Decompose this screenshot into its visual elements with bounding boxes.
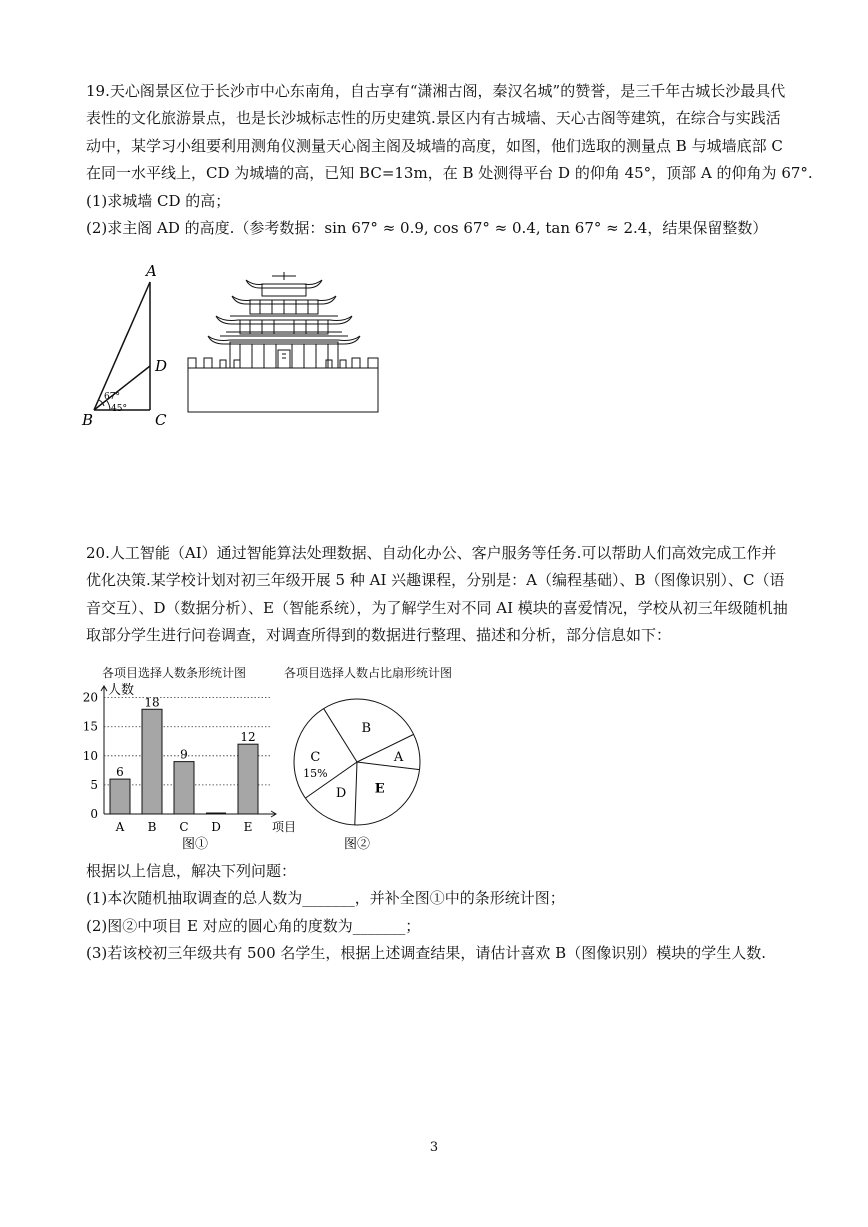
bar-value-label: 6 <box>116 765 124 780</box>
chart-caption: 图① <box>181 837 209 852</box>
bar-chart-title: 各项目选择人数条形统计图 <box>102 666 247 680</box>
y-axis-label: 人数 <box>108 683 135 698</box>
bar <box>142 709 162 814</box>
city-wall <box>188 368 378 412</box>
slice-label-d: D <box>335 786 347 802</box>
line-ba <box>94 282 150 410</box>
problem-19-line: 19.天心阁景区位于长沙市中心东南角，自古享有“潇湘古阁，秦汉名城”的赞誉，是三千年古城长沙最具代 <box>86 82 786 100</box>
label-c: C <box>155 411 167 429</box>
question-line: (2)图②中项目 E 对应的圆心角的度数为_______； <box>86 916 421 935</box>
y-tick-label: 20 <box>82 690 98 705</box>
ground-floor <box>230 342 338 368</box>
page-number: 3 <box>429 1140 439 1155</box>
problem-19-line: 在同一水平线上，CD 为城墙的高，已知 BC=13m，在 B 处测得平台 D 的仰角 45°，顶部 A 的仰角为 67°. <box>86 164 813 183</box>
top-floor <box>262 284 306 296</box>
x-tick-label: D <box>211 820 221 834</box>
x-tick-label: E <box>243 820 253 834</box>
slice-label-e: E <box>374 781 385 797</box>
x-tick-label: C <box>179 820 189 834</box>
bar-value-label: 9 <box>180 747 188 762</box>
top-roof <box>246 280 322 288</box>
bar-value-label: 12 <box>240 730 256 745</box>
problem-19-line: 表性的文化旅游景点，也是长沙城标志性的历史建筑.景区内有古城墙、天心古阁等建筑，在综合与实践活 <box>86 109 781 128</box>
slice-label-c: C <box>310 750 321 766</box>
problem-20-line: 取部分学生进行问卷调查，对调查所得到的数据进行整理、描述和分析，部分信息如下： <box>86 626 672 645</box>
main-door <box>278 350 290 368</box>
bar <box>238 744 258 814</box>
x-axis-label: 项目 <box>272 820 297 834</box>
problem-19-line: (1)求城墙 CD 的高； <box>86 191 231 210</box>
question-line: (3)若该校初三年级共有 500 名学生，根据上述调查结果，请估计喜欢 B（图像识别）模块的学生人数. <box>86 944 766 963</box>
y-tick-label: 15 <box>82 719 98 734</box>
y-tick-label: 0 <box>90 807 98 821</box>
question-line: 根据以上信息，解决下列问题： <box>86 862 297 880</box>
y-tick-label: 5 <box>90 777 98 792</box>
problem-20-line: 音交互）、D（数据分析）、E（智能系统），为了解学生对不同 AI 模块的喜爱情况，学校从初三年级随机抽 <box>86 598 788 617</box>
bar <box>174 762 194 814</box>
middle-roof <box>216 316 352 324</box>
x-tick-label: A <box>115 820 125 834</box>
problem-19-line: 动中，某学习小组要利用测角仪测量天心阁主阁及城墙的高度，如图，他们选取的测量点 B 与城墙底部 C <box>86 136 783 155</box>
problem-19-text <box>86 78 813 242</box>
label-b: B <box>82 411 94 429</box>
upper-pillars <box>260 300 308 314</box>
pie-chart <box>292 684 432 854</box>
chart-caption: 图② <box>343 837 371 852</box>
x-tick-label: B <box>147 820 157 834</box>
label-d: D <box>155 357 168 375</box>
ground-pillars <box>240 344 328 368</box>
triangle-figure <box>80 262 180 432</box>
angle-label-45: 45° <box>111 404 127 414</box>
problem-20-line: 20.人工智能（AI）通过智能算法处理数据、自动化办公、客户服务等任务.可以帮助人们高效完成工作并 <box>86 544 777 562</box>
problem-19-line: (2)求主阁 AD 的高度.（参考数据：sin 67° ≈ 0.9, cos 67° ≈ 0.4, tan 67° ≈ 2.4，结果保留整数） <box>86 219 768 238</box>
label-a: A <box>146 262 157 280</box>
lower-roof <box>208 336 360 344</box>
percent-label-c: 15% <box>303 767 328 781</box>
question-line: (1)本次随机抽取调查的总人数为_______，并补全图①中的条形统计图； <box>86 889 565 908</box>
bar-value-label: 18 <box>144 695 160 710</box>
problem-20-line: 优化决策.某学校计划对初三年级开展 5 种 AI 兴趣课程，分别是：A（编程基础）、B（图像识别）、C（语 <box>86 571 785 590</box>
problem-20-questions <box>86 858 786 968</box>
slice-label-a: A <box>393 750 404 766</box>
angle-arc-45 <box>107 401 110 410</box>
bar <box>110 779 130 814</box>
angle-label-67: 67° <box>104 392 120 402</box>
wall-crenellations-outer <box>188 358 378 368</box>
wall-crenellations-inner <box>220 360 346 368</box>
bar-chart <box>70 680 300 856</box>
problem-20-text <box>86 540 786 650</box>
slice-label-b: B <box>361 721 372 737</box>
pie-chart-title: 各项目选择人数占比扇形统计图 <box>284 666 453 680</box>
pavilion-illustration <box>186 270 382 416</box>
roof-ridge <box>272 272 296 280</box>
y-tick-label: 10 <box>82 748 98 763</box>
